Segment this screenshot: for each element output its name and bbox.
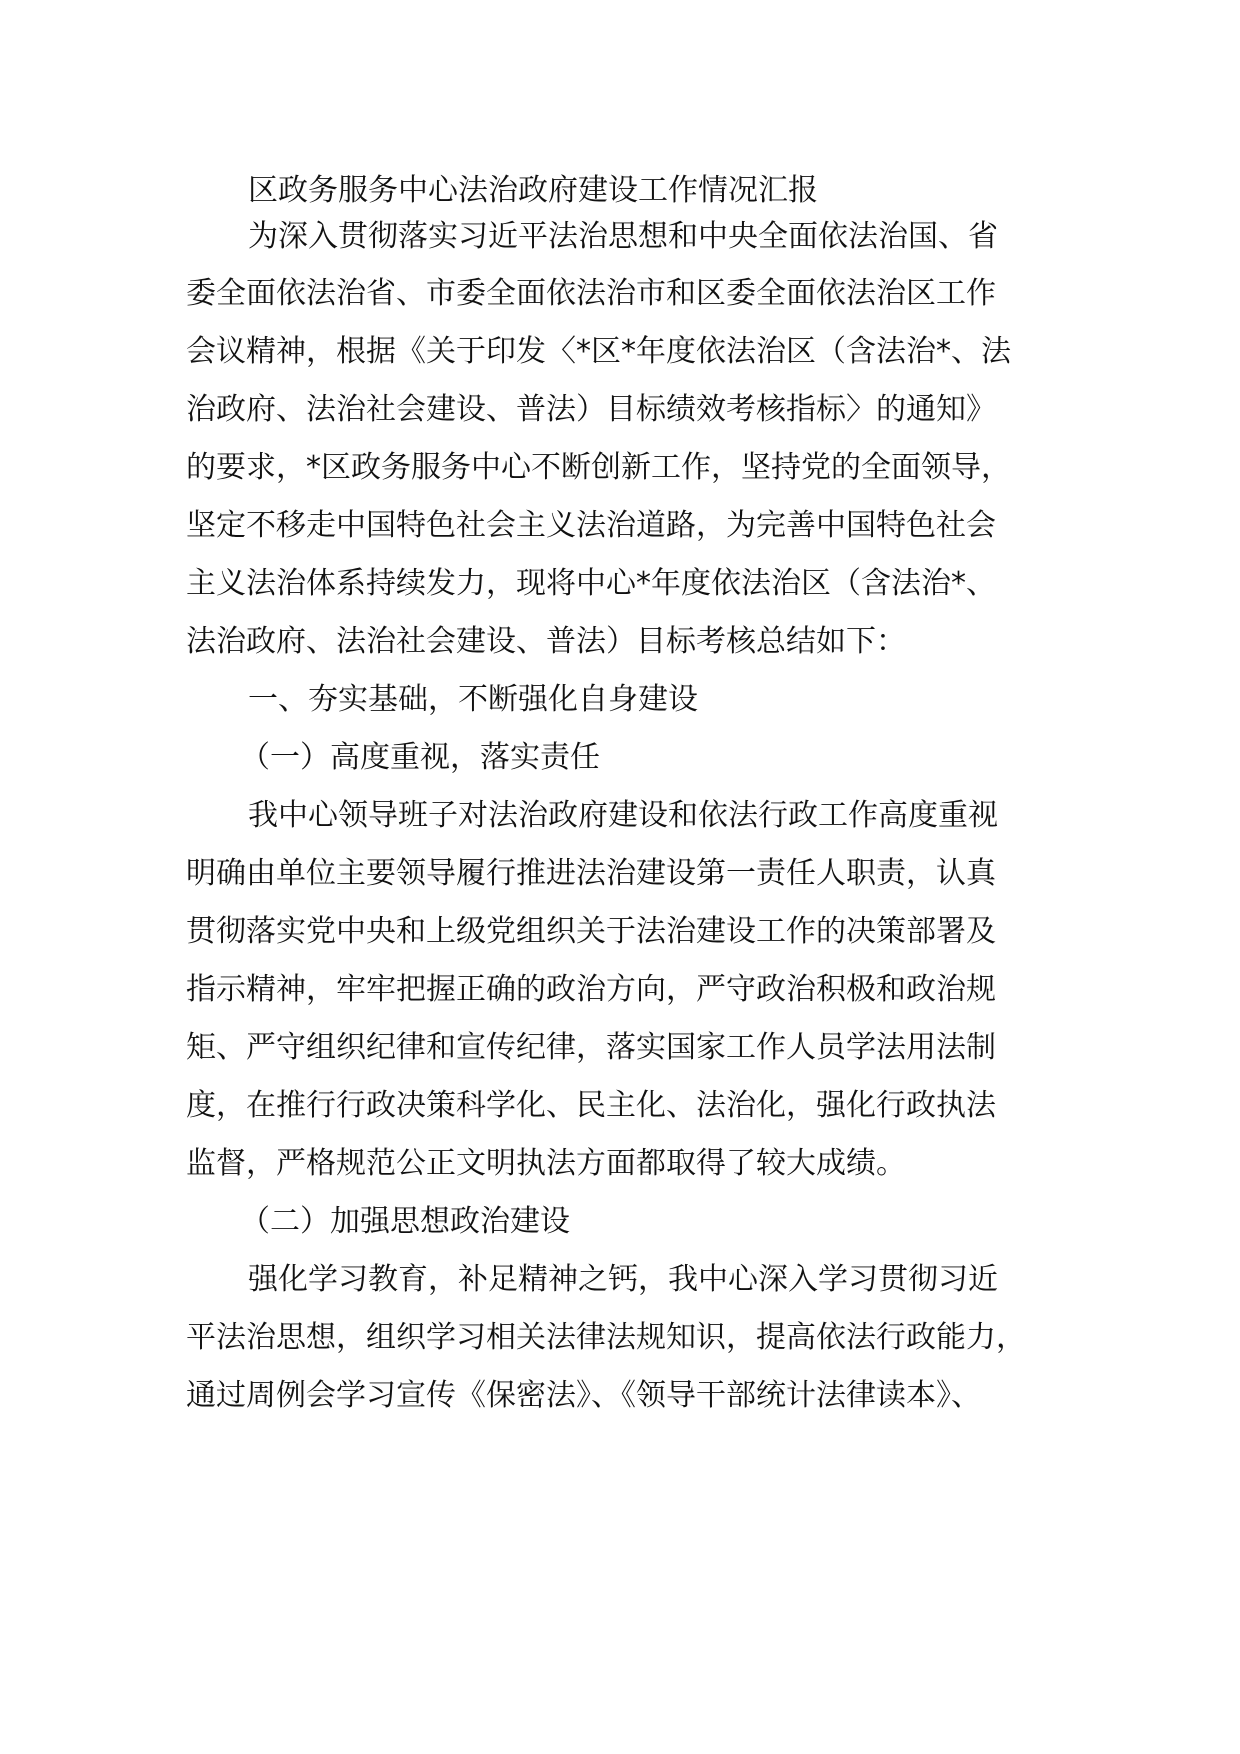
paragraph-line: 委全面依法治省、市委全面依法治市和区委全面依法治区工作 bbox=[186, 276, 996, 311]
subsection-heading: （二）加强思想政治建设 bbox=[240, 1204, 570, 1239]
paragraph-line: 会议精神，根据《关于印发〈*区*年度依法治区（含法治*、法 bbox=[186, 334, 1011, 369]
paragraph-line: 的要求，*区政务服务中心不断创新工作，坚持党的全面领导， bbox=[186, 450, 1011, 485]
paragraph-line: 矩、严守组织纪律和宣传纪律，落实国家工作人员学法用法制 bbox=[186, 1030, 996, 1065]
paragraph-line: 明确由单位主要领导履行推进法治建设第一责任人职责，认真 bbox=[186, 856, 996, 891]
section-heading: 一、夯实基础，不断强化自身建设 bbox=[248, 682, 698, 717]
paragraph-line: 主义法治体系持续发力，现将中心*年度依法治区（含法治*、 bbox=[186, 566, 996, 601]
paragraph-line: 贯彻落实党中央和上级党组织关于法治建设工作的决策部署及 bbox=[186, 914, 996, 949]
paragraph-line: 治政府、法治社会建设、普法）目标绩效考核指标〉的通知》 bbox=[186, 392, 996, 427]
paragraph-line: 通过周例会学习宣传《保密法》、《领导干部统计法律读本》、 bbox=[186, 1378, 981, 1413]
paragraph-line: 平法治思想，组织学习相关法律法规知识，提高依法行政能力， bbox=[186, 1320, 1026, 1355]
document-title: 区政务服务中心法治政府建设工作情况汇报 bbox=[248, 173, 818, 208]
paragraph-line: 为深入贯彻落实习近平法治思想和中央全面依法治国、省 bbox=[248, 219, 998, 254]
paragraph-line: 坚定不移走中国特色社会主义法治道路，为完善中国特色社会 bbox=[186, 508, 996, 543]
paragraph-line: 强化学习教育，补足精神之钙，我中心深入学习贯彻习近 bbox=[248, 1262, 998, 1297]
subsection-heading: （一）高度重视，落实责任 bbox=[240, 740, 600, 775]
paragraph-line: 指示精神，牢牢把握正确的政治方向，严守政治积极和政治规 bbox=[186, 972, 996, 1007]
paragraph-line: 监督，严格规范公正文明执法方面都取得了较大成绩。 bbox=[186, 1146, 906, 1181]
paragraph-line: 法治政府、法治社会建设、普法）目标考核总结如下： bbox=[186, 624, 906, 659]
paragraph-line: 我中心领导班子对法治政府建设和依法行政工作高度重视 bbox=[248, 798, 998, 833]
paragraph-line: 度，在推行行政决策科学化、民主化、法治化，强化行政执法 bbox=[186, 1088, 996, 1123]
